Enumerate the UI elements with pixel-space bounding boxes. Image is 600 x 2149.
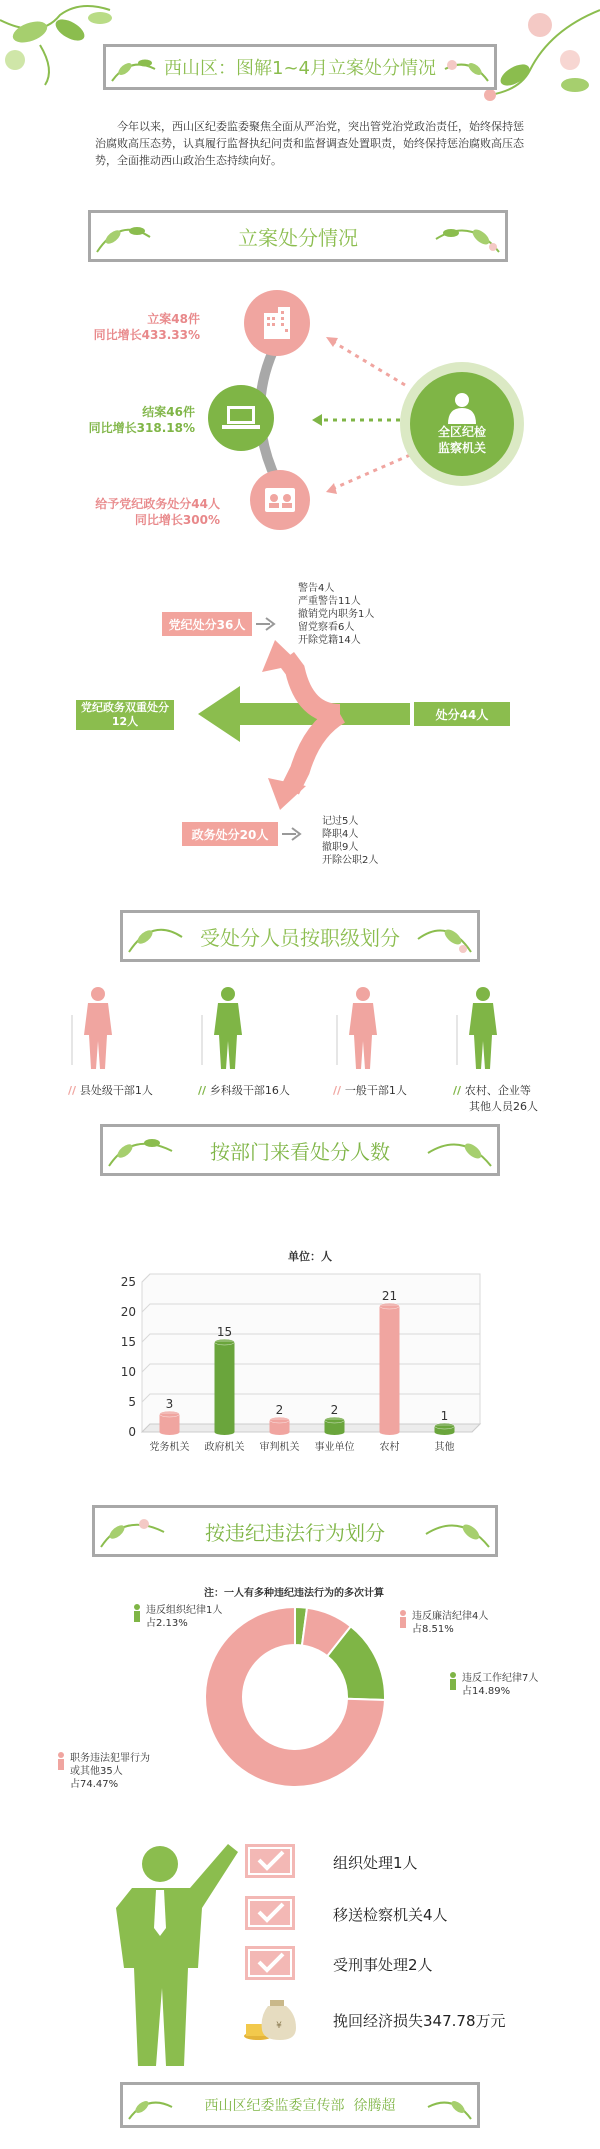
stat-closed <box>55 404 195 436</box>
rank-figure <box>335 985 395 1075</box>
section-banner-cases <box>88 210 508 262</box>
slash-icon: // <box>68 1084 80 1097</box>
rank-figure <box>70 985 130 1075</box>
punishment-flow-arrows <box>0 610 600 860</box>
vine-decoration <box>95 217 155 259</box>
section-banner-rank <box>120 910 480 962</box>
stat-punished-count: 给予党纪政务处分44人 <box>95 497 220 511</box>
y-tick-label: 10 <box>120 1365 136 1379</box>
section-title: 按部门来看处分人数 <box>210 1139 390 1164</box>
legend-name: 违反组织纪律1人 <box>146 1605 223 1616</box>
vine-decoration <box>440 51 490 87</box>
bar-value-label: 1 <box>440 1409 449 1423</box>
vine-decoration <box>127 917 187 959</box>
person-icon <box>200 985 260 1071</box>
department-bar-chart <box>110 1270 500 1470</box>
rank-label <box>453 1082 538 1114</box>
chart-plot-area <box>142 1274 480 1432</box>
checkbox-icon <box>245 1946 295 1980</box>
page-title: 西山区：图解1~4月立案处分情况 <box>164 58 436 79</box>
legend-name-line2: 或其他35人 <box>70 1766 123 1777</box>
list-item: 开除公职2人 <box>322 855 379 866</box>
y-tick-label: 20 <box>120 1305 136 1319</box>
footer-banner <box>120 2082 480 2128</box>
businessman-figure <box>110 1838 240 2068</box>
bar-value-label: 3 <box>165 1397 174 1411</box>
vine-decoration <box>413 917 473 959</box>
stat-cases-count: 立案48件 <box>147 312 200 326</box>
rank-figure <box>455 985 515 1075</box>
x-tick-label: 农村 <box>379 1442 400 1453</box>
result-item: 受刑事处理2人 <box>333 1956 433 1974</box>
legend-name: 职务违法犯罪行为 <box>70 1753 150 1764</box>
bar-value-label: 15 <box>216 1325 233 1339</box>
slash-icon: // <box>333 1084 345 1097</box>
y-tick-label: 25 <box>120 1275 136 1289</box>
section-title: 按违纪违法行为划分 <box>205 1520 385 1545</box>
stat-cases <box>60 311 200 343</box>
stat-punished <box>50 496 220 528</box>
legend-name: 违反廉洁纪律4人 <box>412 1611 489 1622</box>
x-tick-label: 其他 <box>434 1442 455 1453</box>
party-items-list <box>298 582 374 647</box>
chart-unit-label: 单位：人 <box>288 1250 332 1263</box>
building-icon <box>244 290 310 356</box>
rank-label-text-line2: 其他人员26人 <box>469 1100 538 1113</box>
checkbox-icon <box>245 1844 295 1878</box>
person-icon <box>335 985 395 1071</box>
legend-pct: 占14.89% <box>462 1686 511 1697</box>
dual-label-line1: 党纪政务双重处分 <box>81 701 169 714</box>
vine-decoration <box>127 2089 177 2125</box>
section-banner-department <box>100 1124 500 1176</box>
list-item: 警告4人 <box>298 583 335 594</box>
center-label-line2: 监察机关 <box>437 441 486 455</box>
list-item: 撤销党内职务1人 <box>298 609 375 620</box>
vine-decoration <box>423 1131 493 1173</box>
person-icon <box>448 1672 458 1690</box>
arrow-icon <box>256 616 278 632</box>
rank-label <box>198 1082 290 1098</box>
list-item: 留党察看6人 <box>298 622 355 633</box>
bar <box>160 1411 180 1435</box>
vine-decoration <box>421 1512 491 1554</box>
list-item: 降职4人 <box>322 829 359 840</box>
list-item: 撤职9人 <box>322 842 359 853</box>
total-punished-tag: 处分44人 <box>414 702 510 726</box>
result-item: 组织处理1人 <box>333 1854 418 1872</box>
x-tick-label: 政府机关 <box>204 1442 245 1453</box>
vine-decoration <box>423 2089 473 2125</box>
vine-decoration <box>110 51 160 87</box>
vine-decoration <box>99 1512 169 1554</box>
list-item: 严重警告11人 <box>298 596 361 607</box>
vine-decoration <box>431 217 501 259</box>
bar-value-label: 2 <box>330 1403 339 1417</box>
money-bag-icon <box>240 1992 298 2042</box>
stat-punished-growth: 同比增长300% <box>134 513 220 527</box>
person-icon <box>398 1610 408 1628</box>
legend-pct: 占8.51% <box>412 1624 454 1635</box>
violation-donut-chart <box>200 1602 390 1792</box>
x-tick-label: 党务机关 <box>149 1442 190 1453</box>
chart-floor <box>142 1424 480 1432</box>
rank-figure <box>200 985 260 1075</box>
dual-label-line2: 12人 <box>111 715 139 728</box>
id-card-icon <box>250 470 310 530</box>
x-tick-label: 审判机关 <box>259 1442 300 1453</box>
rank-label-text: 县处级干部1人 <box>79 1084 153 1097</box>
vine-decoration <box>107 1131 177 1173</box>
svg-text:¥: ¥ <box>276 2021 282 2031</box>
person-icon <box>455 985 515 1071</box>
rank-label <box>68 1082 153 1098</box>
result-item: 移送检察机关4人 <box>333 1906 448 1924</box>
checkbox-icon <box>245 1896 295 1930</box>
stat-closed-growth: 同比增长318.18% <box>88 421 195 435</box>
y-tick-label: 15 <box>120 1335 136 1349</box>
person-icon <box>132 1604 142 1622</box>
result-item: 挽回经济损失347.78万元 <box>333 2012 506 2030</box>
bar <box>380 1303 400 1435</box>
intro-paragraph: 今年以来，西山区纪委监委聚焦全面从严治党，突出管党治党政治责任，始终保持惩治腐败高压态势，认真履行监督执纪问责和监督调查处置职责，始终保持惩治腐败高压态势，全面推动西山政治生态持续向好。 <box>95 120 524 167</box>
legend-pct: 占2.13% <box>146 1618 188 1629</box>
list-item: 开除党籍14人 <box>298 635 361 646</box>
slash-icon: // <box>453 1084 465 1097</box>
slash-icon: // <box>198 1084 210 1097</box>
rank-label-text: 乡科级干部16人 <box>209 1084 290 1097</box>
rank-label-text: 一般干部1人 <box>344 1084 407 1097</box>
party-discipline-tag: 党纪处分36人 <box>162 612 252 636</box>
bar <box>435 1423 455 1435</box>
footer-credit: 西山区纪委监委宣传部 徐腾超 <box>204 2098 396 2114</box>
legend-name: 违反工作纪律7人 <box>462 1673 539 1684</box>
section-title: 立案处分情况 <box>238 225 358 250</box>
list-item: 记过5人 <box>322 816 359 827</box>
section-title: 受处分人员按职级划分 <box>200 925 400 950</box>
header-banner <box>103 44 497 90</box>
stat-closed-count: 结案46件 <box>142 405 195 419</box>
government-discipline-tag: 政务处分20人 <box>182 822 278 846</box>
bar-value-label: 2 <box>275 1403 284 1417</box>
violation-note: 注：一人有多种违纪违法行为的多次计算 <box>204 1588 384 1599</box>
dual-punishment-tag <box>76 700 174 730</box>
bar-value-label: 21 <box>381 1289 398 1303</box>
center-label-line1: 全区纪检 <box>437 425 486 439</box>
legend-pct: 占74.47% <box>70 1779 119 1790</box>
person-icon <box>70 985 130 1071</box>
section-banner-violation <box>92 1505 498 1557</box>
person-icon <box>56 1752 66 1770</box>
x-tick-label: 事业单位 <box>314 1442 355 1453</box>
person-icon <box>444 392 480 424</box>
arrow-icon <box>282 826 304 842</box>
bar <box>270 1417 290 1435</box>
y-tick-label: 5 <box>128 1395 136 1409</box>
rank-label <box>333 1082 407 1098</box>
stat-cases-growth: 同比增长433.33% <box>93 328 200 342</box>
government-items-list <box>322 815 378 867</box>
laptop-icon <box>208 385 274 451</box>
rank-label-text: 农村、企业等 <box>464 1084 531 1097</box>
bar <box>215 1339 235 1435</box>
bar <box>325 1417 345 1435</box>
discipline-organ-icon <box>400 362 524 486</box>
y-tick-label: 0 <box>128 1425 136 1439</box>
